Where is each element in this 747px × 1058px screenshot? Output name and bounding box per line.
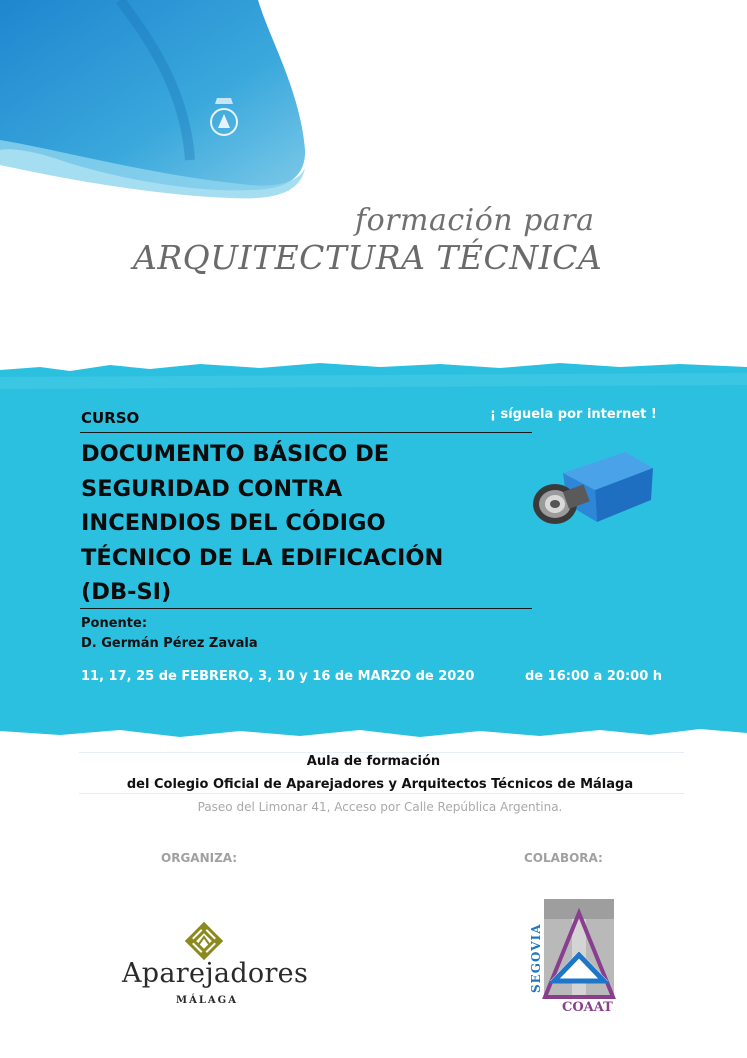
venue-line-2: del Colegio Oficial de Aparejadores y Arquitectos Técnicos de Málaga bbox=[126, 777, 634, 792]
helmet-illustration bbox=[0, 0, 330, 200]
organizer-name: Aparejadores bbox=[122, 958, 309, 989]
organizer-city: MÁLAGA bbox=[176, 995, 238, 1006]
speaker-name: D. Germán Pérez Zavala bbox=[81, 636, 258, 651]
title-divider-top bbox=[80, 432, 532, 433]
course-kind-label: CURSO bbox=[81, 409, 140, 427]
page-title: ARQUITECTURA TÉCNICA bbox=[133, 238, 603, 277]
organizer-label: ORGANIZA: bbox=[161, 851, 238, 865]
stream-label: ¡ síguela por internet ! bbox=[490, 407, 657, 422]
title-divider-bottom bbox=[80, 608, 532, 609]
course-title-line: DOCUMENTO BÁSICO DE bbox=[81, 441, 390, 467]
course-title-line: (DB-SI) bbox=[81, 579, 172, 606]
collaborator-side-text: SEGOVIA bbox=[529, 923, 543, 993]
camera-icon bbox=[525, 438, 655, 533]
aparejadores-logo-icon bbox=[183, 920, 225, 962]
course-dates: 11, 17, 25 de FEBRERO, 3, 10 y 16 de MARZO de 2020 bbox=[81, 669, 475, 684]
course-title-line: INCENDIOS DEL CÓDIGO bbox=[81, 510, 386, 537]
coaat-logo-icon bbox=[528, 895, 630, 1015]
course-hours: de 16:00 a 20:00 h bbox=[525, 669, 663, 684]
course-title bbox=[81, 437, 511, 610]
venue-line-1: Aula de formación bbox=[306, 754, 441, 769]
course-title-line: TÉCNICO DE LA EDIFICACIÓN bbox=[81, 544, 444, 571]
speaker-label: Ponente: bbox=[81, 616, 148, 631]
subtitle: formación para bbox=[355, 203, 595, 238]
course-title-line: SEGURIDAD CONTRA bbox=[81, 475, 343, 502]
collaborator-label: COLABORA: bbox=[524, 851, 603, 865]
collaborator-name: COAAT bbox=[562, 1000, 613, 1015]
venue-address: Paseo del Limonar 41, Acceso por Calle República Argentina. bbox=[197, 800, 563, 814]
